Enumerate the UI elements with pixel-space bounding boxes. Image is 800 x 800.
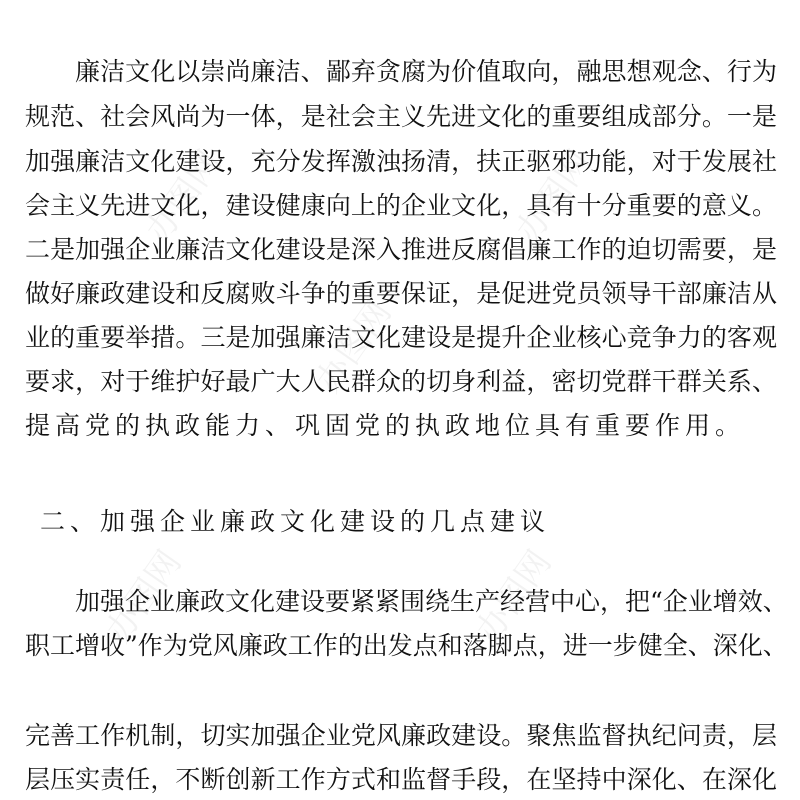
- paragraph-1-line: 要求，对于维护好最广大人民群众的切身利益，密切党群干群关系、: [25, 367, 777, 396]
- paragraph-1-line: 二是加强企业廉洁文化建设是深入推进反腐倡廉工作的迫切需要，是: [25, 235, 777, 264]
- section-heading: 二、加强企业廉政文化建设的几点建议: [40, 507, 551, 536]
- paragraph-1-line: 业的重要举措。三是加强廉洁文化建设是提升企业核心竞争力的客观: [25, 323, 777, 352]
- paragraph-1-line: 会主义先进文化，建设健康向上的企业文化，具有十分重要的意义。: [25, 191, 777, 220]
- paragraph-2-line: 完善工作机制，切实加强企业党风廉政建设。聚焦监督执纪问责，层: [25, 721, 777, 750]
- watermark: 办图网: [508, 143, 600, 250]
- paragraph-2-line: 加强企业廉政文化建设要紧紧围绕生产经营中心，把“企业增效、: [75, 587, 788, 616]
- paragraph-2-line: 职工增收”作为党风廉政工作的出发点和落脚点，进一步健全、深化、: [25, 631, 788, 660]
- paragraph-1-line: 廉洁文化以崇尚廉洁、鄙弃贪腐为价值取向，融思想观念、行为: [75, 57, 777, 86]
- paragraph-1-line: 做好廉政建设和反腐败斗争的重要保证，是促进党员领导干部廉洁从: [25, 279, 777, 308]
- paragraph-2-line: 层压实责任，不断创新工作方式和监督手段，在坚持中深化、在深化: [25, 765, 777, 794]
- watermark: 办图网: [98, 543, 190, 650]
- watermark: 办图网: [468, 543, 560, 650]
- paragraph-1-line: 规范、社会风尚为一体，是社会主义先进文化的重要组成部分。一是: [25, 102, 777, 131]
- paragraph-1-line: 加强廉洁文化建设，充分发挥激浊扬清，扶正驱邪功能，对于发展社: [25, 147, 777, 176]
- paragraph-1-line: 提高党的执政能力、巩固党的执政地位具有重要作用。: [25, 411, 746, 440]
- watermark: 办图网: [138, 143, 230, 250]
- watermark: 办图网: [308, 293, 400, 400]
